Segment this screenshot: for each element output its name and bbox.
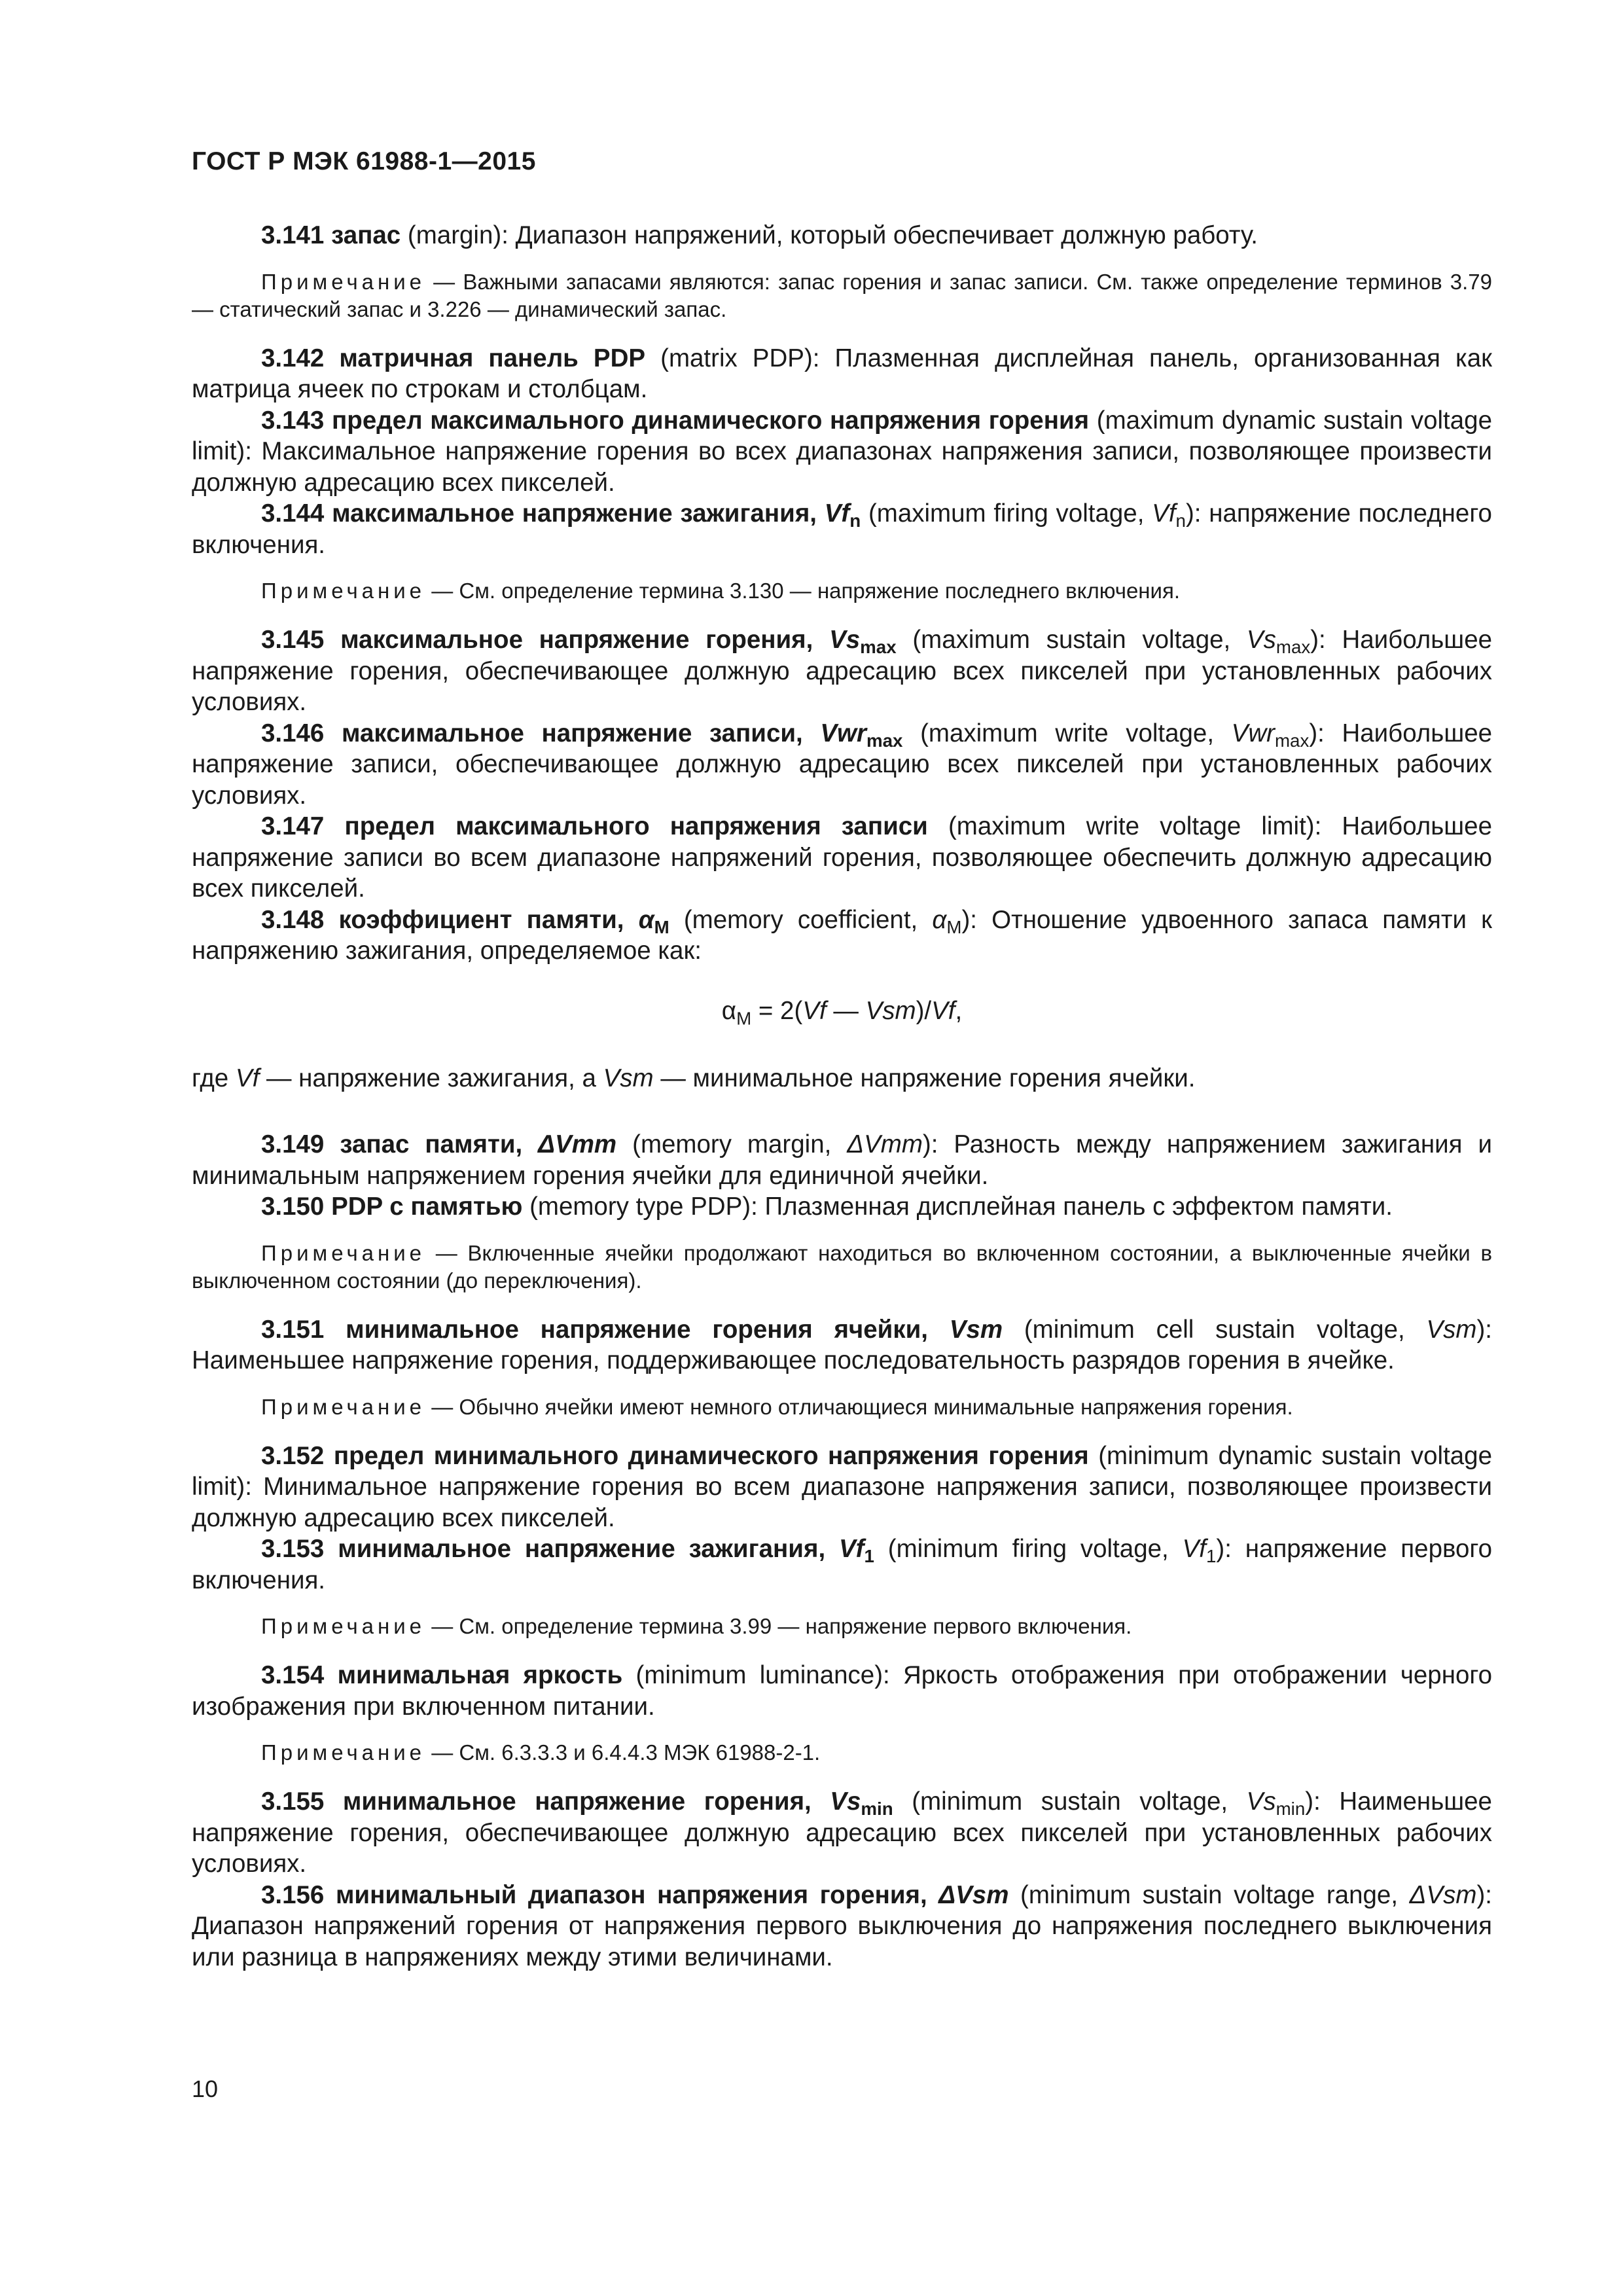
term-3-148: 3.148 коэффициент памяти, $\alpha_M$ (memory coefficient, $\alpha_M$): Отношение удвоенного запаса памяти к напряжению зажигания, определяемое как: xyxy=(192,905,1492,965)
term-3-152: 3.152 предел минимального динамического напряжения горения (minimum dynamic sustain voltage limit): Минимальное напряжение горения во всем диапазоне напряжения записи, позволяющее произвести должную адресацию всех пикселей. xyxy=(192,1441,1492,1532)
term-3-143: 3.143 предел максимального динамического напряжения горения (maximum dynamic sustain voltage limit): Максимальное напряжение горения во всех диапазонах напряжения записи, позволяющее произвести должную адресацию всех пикселей. xyxy=(192,406,1492,497)
note-3-153: Примечание — См. определение термина 3.99 — напряжение первого включения. xyxy=(261,1614,1132,1639)
term-3-155: 3.155 минимальное напряжение горения, $Vs_{min}$ (minimum sustain voltage, $Vs_{min}$): Наименьшее напряжение горения, обеспечивающее должную адресацию всех пикселей при установленных рабочих условиях. xyxy=(192,1787,1492,1878)
term-3-144: 3.144 максимальное напряжение зажигания, $Vf_n$ (maximum firing voltage, $Vf_n$): напряжение последнего включения. xyxy=(192,499,1492,559)
note-label: Примечание xyxy=(261,579,426,603)
memory-coefficient-formula: $\alpha_M = 2(Vf$ — Vsm)/Vf, xyxy=(721,996,963,1029)
note-label: Примечание xyxy=(261,1240,426,1265)
note-label: Примечание xyxy=(261,1740,426,1765)
term-3-150: 3.150 PDP с памятью (memory type PDP): Плазменная дисплейная панель с эффектом памяти. xyxy=(261,1193,1393,1221)
note-label: Примечание xyxy=(261,1394,426,1419)
term-3-146: 3.146 максимальное напряжение записи, Vwr$_{max}$ (maximum write voltage, Vwr$_{max}$): Наибольшее напряжение записи, обеспечивающее должную адресацию всех пикселей при установленных рабочих условиях. xyxy=(192,719,1493,810)
note-label: Примечание xyxy=(261,269,426,294)
page-body xyxy=(192,220,1492,1973)
term-3-149: 3.149 запас памяти, ΔVmm (memory margin, ΔVmm): Разность между напряжением зажигания и минимальным напряжением горения ячейки для единичной ячейки. xyxy=(192,1130,1492,1190)
term-3-156: 3.156 минимальный диапазон напряжения горения, ΔVsm (minimum sustain voltage range, ΔVsm): Диапазон напряжений горения от напряжения первого выключения до напряжения последнего выключения или разница в напряжениях между этими величинами. xyxy=(192,1880,1492,1971)
term-3-147: 3.147 предел максимального напряжения записи (maximum write voltage limit): Наибольшее напряжение записи во всем диапазоне напряжений горения, позволяющее обеспечить должную адресацию всех пикселей. xyxy=(192,812,1492,903)
note-3-144: Примечание — См. определение термина 3.130 — напряжение последнего включения. xyxy=(261,579,1180,603)
term-3-145: 3.145 максимальное напряжение горения, $Vs_{max}$ (maximum sustain voltage, $Vs_{max}$): Наибольшее напряжение горения, обеспечивающее должную адресацию всех пикселей при установленных рабочих условиях. xyxy=(192,626,1493,716)
note-3-151: Примечание — Обычно ячейки имеют немного отличающиеся минимальные напряжения горения. xyxy=(261,1394,1293,1419)
note-3-141: Примечание — Важными запасами являются: запас горения и запас записи. См. также определение терминов 3.79 — статический запас и 3.226 — динамический запас. xyxy=(192,269,1492,321)
formula-explanation: где Vf — напряжение зажигания, а Vsm — минимальное напряжение горения ячейки. xyxy=(192,1064,1196,1092)
note-3-154: Примечание — См. 6.3.3.3 и 6.4.4.3 МЭК 61988-2-1. xyxy=(261,1740,821,1765)
page-number: 10 xyxy=(192,2075,219,2102)
document-header: ГОСТ Р МЭК 61988-1—2015 xyxy=(192,147,536,175)
term-3-142: 3.142 матричная панель PDP (matrix PDP): Плазменная дисплейная панель, организованная как матрица ячеек по строкам и столбцам. xyxy=(192,344,1493,403)
term-3-154: 3.154 минимальная яркость (minimum luminance): Яркость отображения при отображении черного изображения при включенном питании. xyxy=(192,1661,1492,1721)
term-3-151: 3.151 минимальное напряжение горения ячейки, Vsm (minimum cell sustain voltage, Vsm): Наименьшее напряжение горения, поддерживающее последовательность разрядов горения в ячейке. xyxy=(192,1315,1493,1375)
note-3-150: Примечание — Включенные ячейки продолжают находиться во включенном состоянии, а выключенные ячейки в выключенном состоянии (до переключения). xyxy=(192,1240,1493,1293)
term-3-141: 3.141 запас (margin): Диапазон напряжений, который обеспечивает должную работу. xyxy=(261,221,1258,249)
note-label: Примечание xyxy=(261,1614,426,1639)
term-3-153: 3.153 минимальное напряжение зажигания, $Vf_1$ (minimum firing voltage, $Vf_1$): напряжение первого включения. xyxy=(192,1535,1493,1594)
